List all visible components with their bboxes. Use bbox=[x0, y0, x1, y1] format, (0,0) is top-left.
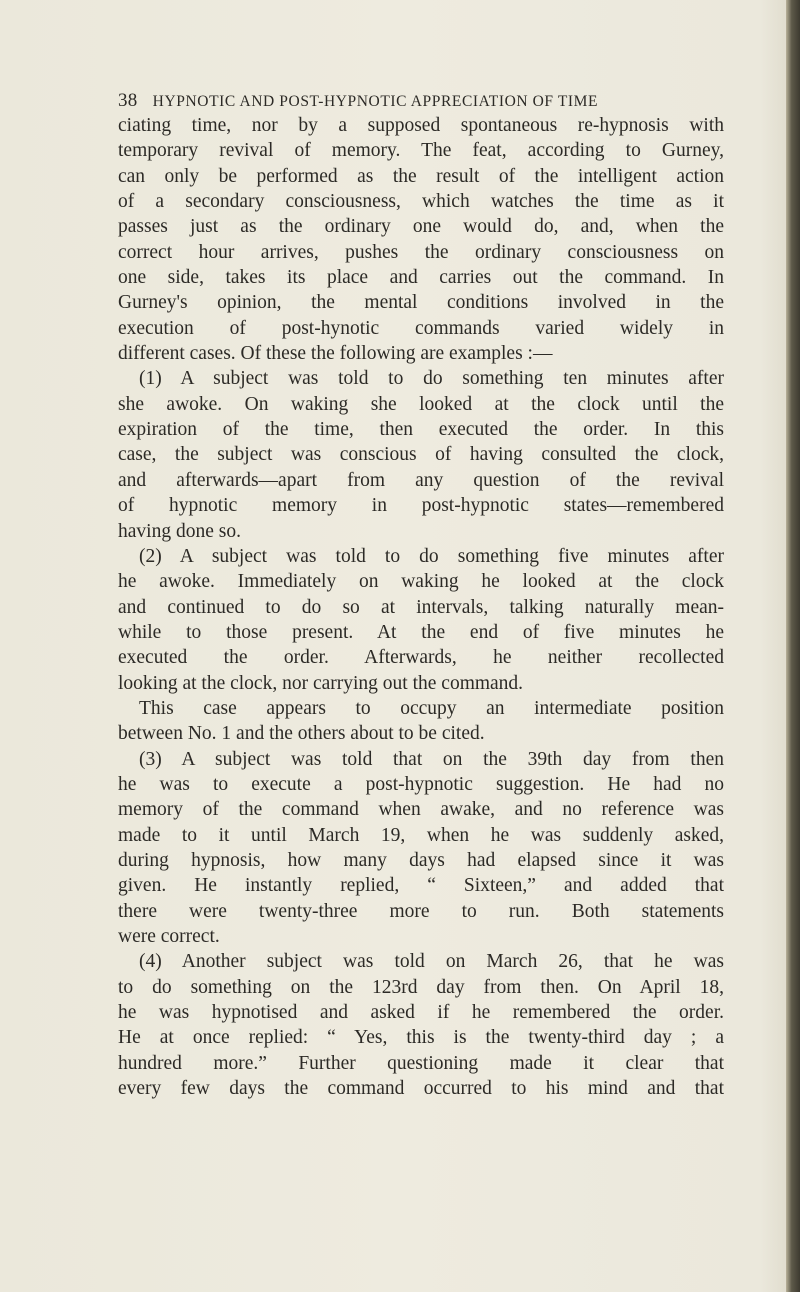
text-line: This case appears to occupy an intermediate position bbox=[139, 697, 724, 719]
text-line: case, the subject was conscious of having consulted the clock, bbox=[118, 444, 724, 466]
text-line: (1) A subject was told to do something ten minutes after bbox=[139, 368, 724, 390]
text-line: between No. 1 and the others about to be cited. bbox=[118, 723, 485, 745]
text-line: executed the order. Afterwards, he neither recollected bbox=[118, 647, 724, 669]
running-title: HYPNOTIC AND POST-HYPNOTIC APPRECIATION OF TIME bbox=[152, 93, 599, 110]
text-line: of a secondary consciousness, which watches the time as it bbox=[118, 191, 724, 213]
text-line: (2) A subject was told to do something five minutes after bbox=[139, 545, 724, 567]
text-line: having done so. bbox=[118, 520, 241, 542]
text-line: he was hypnotised and asked if he remembered the order. bbox=[118, 1002, 724, 1024]
text-line: memory of the command when awake, and no reference was bbox=[118, 799, 724, 821]
text-line: passes just as the ordinary one would do, and, when the bbox=[118, 216, 724, 238]
text-line: looking at the clock, nor carrying out the command. bbox=[118, 672, 524, 694]
text-line: Gurney's opinion, the mental conditions involved in the bbox=[118, 292, 724, 314]
text-line: (3) A subject was told that on the 39th day from then bbox=[139, 748, 724, 770]
running-header bbox=[118, 90, 728, 114]
text-line: she awoke. On waking she looked at the clock until the bbox=[118, 393, 724, 415]
text-line: of hypnotic memory in post-hypnotic states—remembered bbox=[118, 495, 724, 517]
text-line: can only be performed as the result of the intelligent action bbox=[118, 165, 724, 187]
text-line: to do something on the 123rd day from then. On April 18, bbox=[118, 976, 724, 998]
text-line: (4) Another subject was told on March 26, that he was bbox=[139, 951, 724, 973]
body-text bbox=[118, 113, 724, 1101]
text-line: and afterwards—apart from any question of the revival bbox=[118, 469, 724, 491]
text-line: there were twenty-three more to run. Both statements bbox=[118, 900, 724, 922]
text-line: execution of post-hynotic commands varied widely in bbox=[118, 317, 724, 339]
text-line: while to those present. At the end of five minutes he bbox=[118, 621, 724, 643]
text-line: made to it until March 19, when he was suddenly asked, bbox=[118, 824, 724, 846]
text-line: every few days the command occurred to his mind and that bbox=[118, 1078, 724, 1100]
text-line: hundred more.” Further questioning made it clear that bbox=[118, 1052, 724, 1074]
text-line: ciating time, nor by a supposed spontaneous re-hypnosis with bbox=[118, 115, 724, 136]
text-line: different cases. Of these the following are examples :— bbox=[118, 343, 553, 365]
text-line: and continued to do so at intervals, talking naturally mean- bbox=[118, 596, 724, 618]
page-number: 38 bbox=[118, 90, 138, 111]
text-line: correct hour arrives, pushes the ordinary consciousness on bbox=[118, 241, 724, 263]
text-line: temporary revival of memory. The feat, according to Gurney, bbox=[118, 140, 724, 162]
text-line: one side, takes its place and carries out the command. In bbox=[118, 267, 724, 289]
text-line: he was to execute a post-hypnotic suggestion. He had no bbox=[118, 773, 724, 795]
page-edge-shadow bbox=[786, 0, 800, 1292]
text-line: given. He instantly replied, “ Sixteen,” and added that bbox=[118, 875, 724, 897]
text-line: He at once replied: “ Yes, this is the twenty-third day ; a bbox=[118, 1027, 724, 1049]
text-line: were correct. bbox=[118, 926, 220, 947]
text-line: he awoke. Immediately on waking he looked at the clock bbox=[118, 571, 724, 593]
text-line: expiration of the time, then executed the order. In this bbox=[118, 419, 724, 441]
text-line: during hypnosis, how many days had elapsed since it was bbox=[118, 849, 724, 871]
